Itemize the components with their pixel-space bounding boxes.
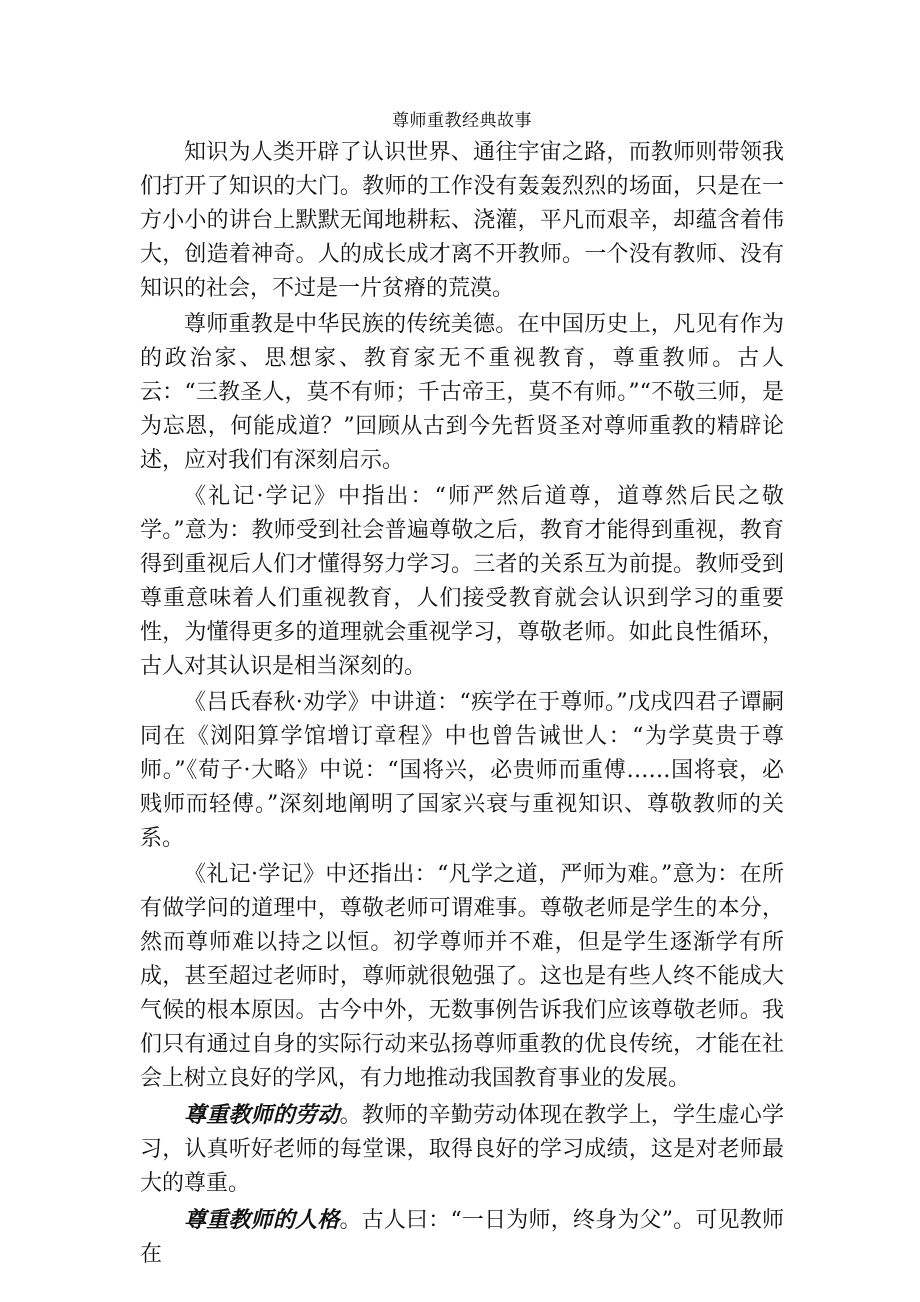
paragraph-2-text: 尊师重教是中华民族的传统美德。在中国历史上，凡见有作为的政治家、思想家、教育家无不重视教育，尊重教师。古人云：“三教圣人，莫不有师；千古帝王，莫不有师。”“不敬三师，是为忘恩，何能成道？”回顾从古到今先哲贤圣对尊师重教的精辟论述，应对我们有深刻启示。 (140, 312, 784, 473)
paragraph-7-lead: 尊重教师的人格 (184, 1207, 340, 1233)
paragraph-7 (140, 1203, 784, 1272)
paragraph-4-text: 《吕氏春秋·劝学》中讲道：“疾学在于尊师。”戊戌四君子谭嗣同在《浏阳算学馆增订章程》中也曾告诫世人：“为学莫贵于尊师。”《荀子·大略》中说：“国将兴，必贵师而重傅……国将衰，必贱师而轻傅。”深刻地阐明了国家兴衰与重视知识、尊敬教师的关系。 (140, 690, 784, 851)
paragraph-6 (140, 1098, 784, 1201)
document-page (140, 110, 784, 1274)
paragraph-3-text: 《礼记·学记》中指出：“师严然后道尊，道尊然后民之敬学。”意为：教师受到社会普遍尊敬之后，教育才能得到重视，教育得到重视后人们才懂得努力学习。三者的关系互为前提。教师受到尊重意味着人们重视教育，人们接受教育就会认识到学习的重要性，为懂得更多的道理就会重视学习，尊敬老师。如此良性循环，古人对其认识是相当深刻的。 (140, 484, 784, 679)
document-title: 尊师重教经典故事 (392, 111, 532, 131)
paragraph-2 (140, 308, 784, 478)
paragraph-4 (140, 686, 784, 856)
paragraph-6-lead: 尊重教师的劳动 (184, 1102, 340, 1128)
paragraph-6-text: 。教师的辛勤劳动体现在教学上，学生虚心学习，认真听好老师的每堂课，取得良好的学习成绩，这是对老师最大的尊重。 (140, 1103, 784, 1196)
paragraph-3 (140, 480, 784, 684)
paragraph-5-text: 《礼记·学记》中还指出：“凡学之道，严师为难。”意为：在所有做学问的道理中，尊敬老师可谓难事。尊敬老师是学生的本分，然而尊师难以持之以恒。初学尊师并不难，但是学生逐渐学有所成，甚至超过老师时，尊师就很勉强了。这也是有些人终不能成大气候的根本原因。古今中外，无数事例告诉我们应该尊敬老师。我们只有通过自身的实际行动来弘扬尊师重教的优良传统，才能在社会上树立良好的学风，有力地推动我国教育事业的发展。 (140, 862, 784, 1091)
paragraph-5 (140, 858, 784, 1096)
paragraph-7-text: 。古人曰：“一日为师，终身为父”。可见教师在 (140, 1208, 784, 1267)
paragraph-1 (140, 136, 784, 306)
paragraph-1-text: 知识为人类开辟了认识世界、通往宇宙之路，而教师则带领我们打开了知识的大门。教师的工作没有轰轰烈烈的场面，只是在一方小小的讲台上默默无闻地耕耘、浇灌，平凡而艰辛，却蕴含着伟大，创造着神奇。人的成长成才离不开教师。一个没有教师、没有知识的社会，不过是一片贫瘠的荒漠。 (140, 140, 784, 301)
